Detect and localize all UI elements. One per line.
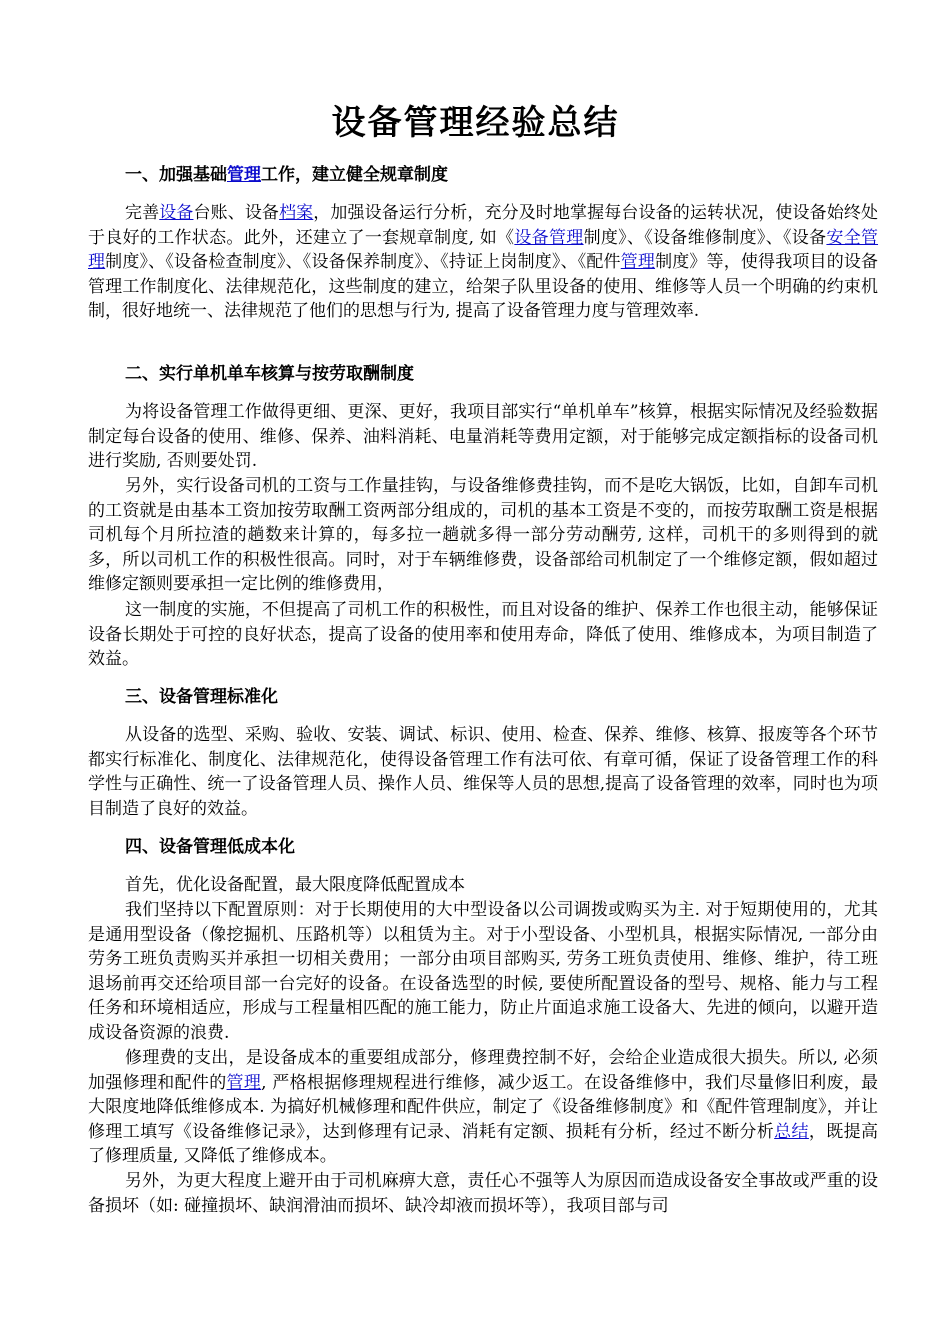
section-heading-4: 四、设备管理低成本化 <box>125 837 295 857</box>
text-run: ，既提高了修理质量, 又降低了维修成本。 <box>88 1121 879 1166</box>
section-heading-1 <box>125 163 448 187</box>
text-run: 修理费的支出，是设备成本的重要组成部分，修理费控制不好，会给企业造成很大损失。所以, 必须加强修理和配件的 <box>88 1048 878 1093</box>
link-safety-management[interactable]: 安全管理 <box>88 227 879 272</box>
text-run: 制度》、《设备维修制度》、《设备 <box>583 227 827 248</box>
page-title: 设备管理经验总结 <box>331 103 620 143</box>
text-run: 制度》、《设备检查制度》、《设备保养制度》、《持证上岗制度》、《配件 <box>105 252 621 272</box>
section-heading-2: 二、实行单机单车核算与按劳取酬制度 <box>125 364 414 384</box>
paragraph: 为将设备管理工作做得更细、更深、更好，我项目部实行“单机单车”核算，根据实际情况及经验数据制定每台设备的使用、维修、保养、油料消耗、电量消耗等费用定额，对于能够完成定额指标的设备司机进行奖励, 否则要处罚. <box>88 402 878 471</box>
link-management[interactable]: 管理 <box>226 1072 262 1093</box>
paragraph: 首先，优化设备配置，最大限度降低配置成本 <box>125 875 465 895</box>
heading-text: 一、加强基础 <box>125 165 227 185</box>
paragraph: 我们坚持以下配置原则：对于长期使用的大中型设备以公司调拨或购买为主. 对于短期使用的，尤其是通用型设备（像挖掘机、压路机等）以租赁为主。对于小型设备、小型机具，根据实际情况, 一部分由劳务工班负责购买并承担一切相关费用；一部分由项目部购买, 劳务工班负责使用、维修、维护，待工班退场前再交还给项目部一台完好的设备。在设备选型的时候, 要使所配置设备的型号、规格、能力与工程任务和环境相适应，形成与工程量相匹配的施工能力，防止片面追求施工设备大、先进的倾向，以避开造成设备资源的浪费. <box>88 900 878 1043</box>
paragraph: 这一制度的实施，不但提高了司机工作的积极性，而且对设备的维护、保养工作也很主动，能够保证设备长期处于可控的良好状态，提高了设备的使用率和使用寿命，降低了使用、维修成本，为项目制造了效益。 <box>88 600 878 669</box>
link-archive[interactable]: 档案 <box>279 203 314 223</box>
text-run: , 严格根据修理规程进行维修，减少返工。在设备维修中，我们尽量修旧利废，最大限度地降低维修成本. 为搞好机械修理和配件供应，制定了《设备维修制度》和《配件管理制度》，并让修理工填写《设备维修记录》，达到修理有记录、消耗有定额、损耗有分析，经过不断分析 <box>88 1072 879 1142</box>
text-run: 制度》等，使得我项目的设备管理工作制度化、法律规范化，这些制度的建立，给架子队里设备的使用、维修等人员一个明确的约束机制，很好地统一、法律规范了他们的思想与行为, 提高了设备管理力度与管理效率. <box>88 252 879 321</box>
heading-text: 工作，建立健全规章制度 <box>261 165 448 185</box>
link-management[interactable]: 管理 <box>227 165 261 185</box>
text-run: 完善 <box>125 203 160 223</box>
paragraph <box>88 1046 878 1169</box>
paragraph: 另外，实行设备司机的工资与工作量挂钩，与设备维修费挂钩，而不是吃大锅饭，比如，自卸车司机的工资就是由基本工资加按劳取酬工资两部分组成的，司机的基本工资是不变的，而按劳取酬工资是根据司机每个月所拉渣的趟数来计算的，每多拉一趟就多得一部分劳动酬劳, 这样，司机干的多则得到的就多，所以司机工作的积极性很高。同时，对于车辆维修费，设备部给司机制定了一个维修定额，假如超过维修定额则要承担一定比例的维修费用， <box>88 476 878 594</box>
text-run: ，加强设备运行分析，充分及时地掌握每台设备的运转状况，使设备始终处于良好的工作状态。此外，还建立了一套规章制度, 如《 <box>88 203 879 248</box>
text-run: 台账、设备 <box>193 203 280 223</box>
link-equipment[interactable]: 设备 <box>159 203 194 223</box>
paragraph <box>88 201 878 324</box>
link-parts-management[interactable]: 管理 <box>620 252 656 272</box>
section-heading-3: 三、设备管理标准化 <box>125 687 278 707</box>
link-summary[interactable]: 总结 <box>774 1121 809 1142</box>
paragraph: 另外，为更大程度上避开由于司机麻痹大意，责任心不强等人为原因而造成设备安全事故或严重的设备损坏（如: 碰撞损坏、缺润滑油而损坏、缺冷却液而损坏等），我项目部与司 <box>88 1171 878 1216</box>
link-equipment-management[interactable]: 设备管理 <box>514 227 584 248</box>
paragraph: 从设备的选型、采购、验收、安装、调试、标识、使用、检查、保养、维修、核算、报废等各个环节都实行标准化、制度化、法律规范化，使得设备管理工作有法可依、有章可循，保证了设备管理工作的科学性与正确性、统一了设备管理人员、操作人员、维保等人员的思想,提高了设备管理的效率，同时也为项目制造了良好的效益。 <box>88 725 878 819</box>
